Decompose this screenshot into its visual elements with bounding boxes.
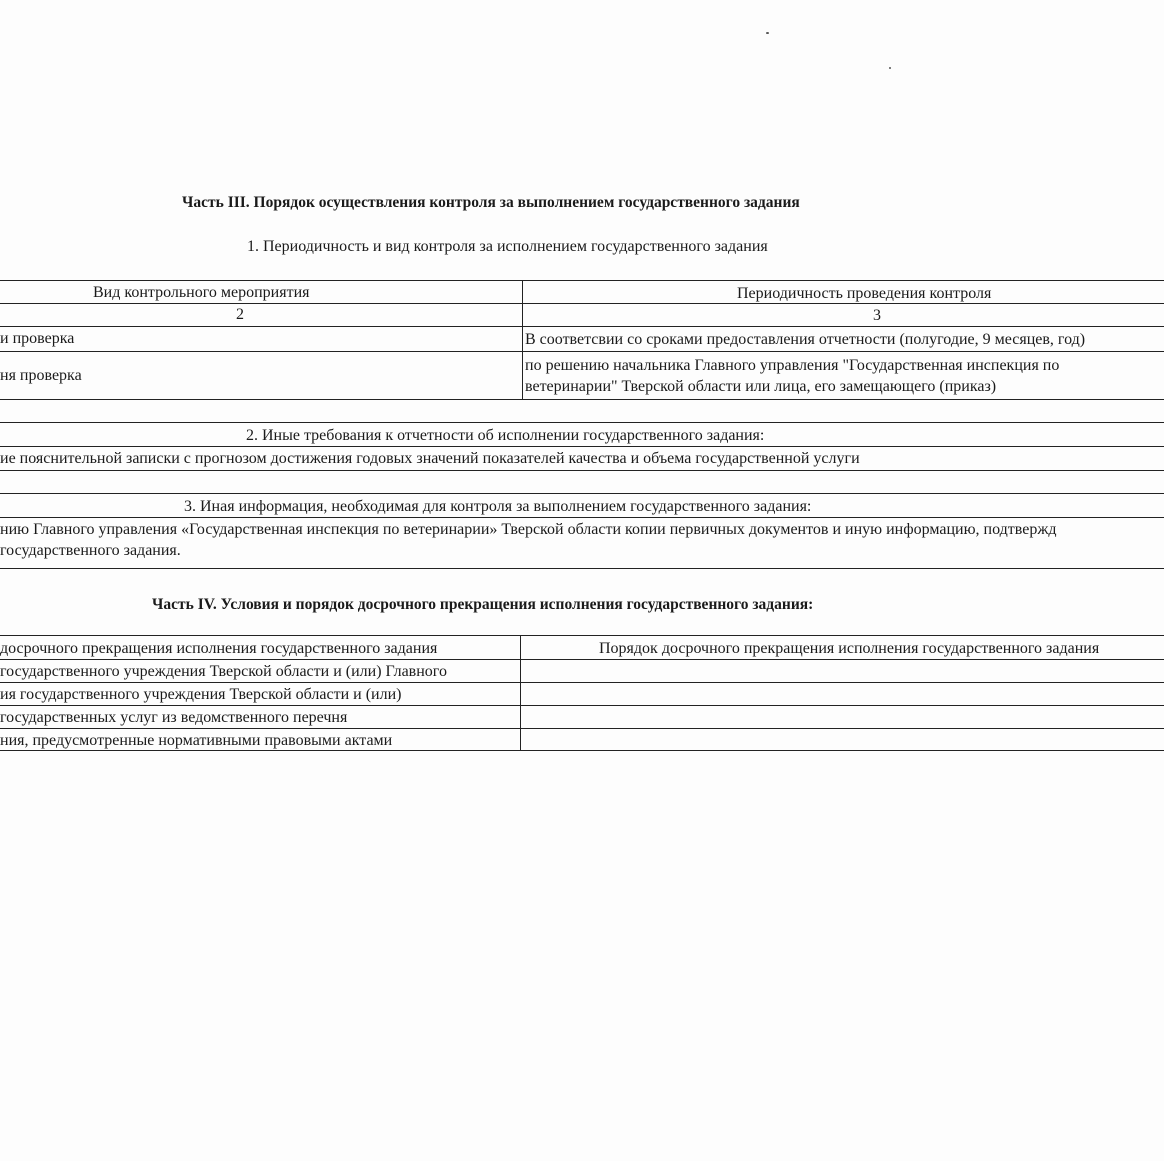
table-column-number: 3 [873, 307, 881, 324]
section2-text: ие пояснительной записки с прогнозом достижения годовых значений показателей качества и объема государственной услуги [0, 450, 860, 467]
scan-speck [889, 67, 891, 69]
table-row-2-type: ня проверка [0, 367, 82, 384]
section3-text-line2: государственного задания. [0, 542, 181, 559]
part3-title: Часть III. Порядок осуществления контроля за выполнением государственного задания [182, 194, 800, 211]
table-row-2-periodicity-line2: ветеринарии" Тверской области или лица, его замещающего (приказ) [525, 378, 997, 395]
table2-header-procedure: Порядок досрочного прекращения исполнения государственного задания [599, 640, 1100, 657]
table2-row-condition: ния, предусмотренные нормативными правовыми актами [0, 732, 393, 749]
table2-row-condition: ия государственного учреждения Тверской области и (или) [0, 686, 402, 703]
section2-title: 2. Иные требования к отчетности об исполнении государственного задания: [246, 427, 765, 444]
section3-title: 3. Иная информация, необходимая для контроля за выполнением государственного задания: [184, 498, 812, 515]
table-header-periodicity: Периодичность проведения контроля [737, 285, 992, 302]
table-row-2-periodicity-line1: по решению начальника Главного управления "Государственная инспекция по [525, 357, 1060, 374]
section3-text-line1: нию Главного управления «Государственная инспекция по ветеринарии» Тверской области копии первичных документов и иную информацию, подтвержд [0, 521, 1057, 538]
table-row-1-type: и проверка [0, 330, 75, 347]
table2-header-conditions: досрочного прекращения исполнения государственного задания [0, 640, 438, 657]
table2-row-condition: государственного учреждения Тверской области и (или) Главного [0, 663, 447, 680]
table-row-1-periodicity: В соответсвии со сроками предоставления отчетности (полугодие, 9 месяцев, год) [525, 331, 1086, 348]
table2-row-condition: государственных услуг из ведомственного перечня [0, 709, 348, 726]
scan-speck [766, 32, 769, 34]
section1-title: 1. Периодичность и вид контроля за исполнением государственного задания [247, 238, 768, 255]
part4-title: Часть IV. Условия и порядок досрочного прекращения исполнения государственного задания: [152, 596, 814, 613]
table-column-number: 2 [236, 306, 244, 323]
table-header-control-type: Вид контрольного мероприятия [93, 284, 310, 301]
